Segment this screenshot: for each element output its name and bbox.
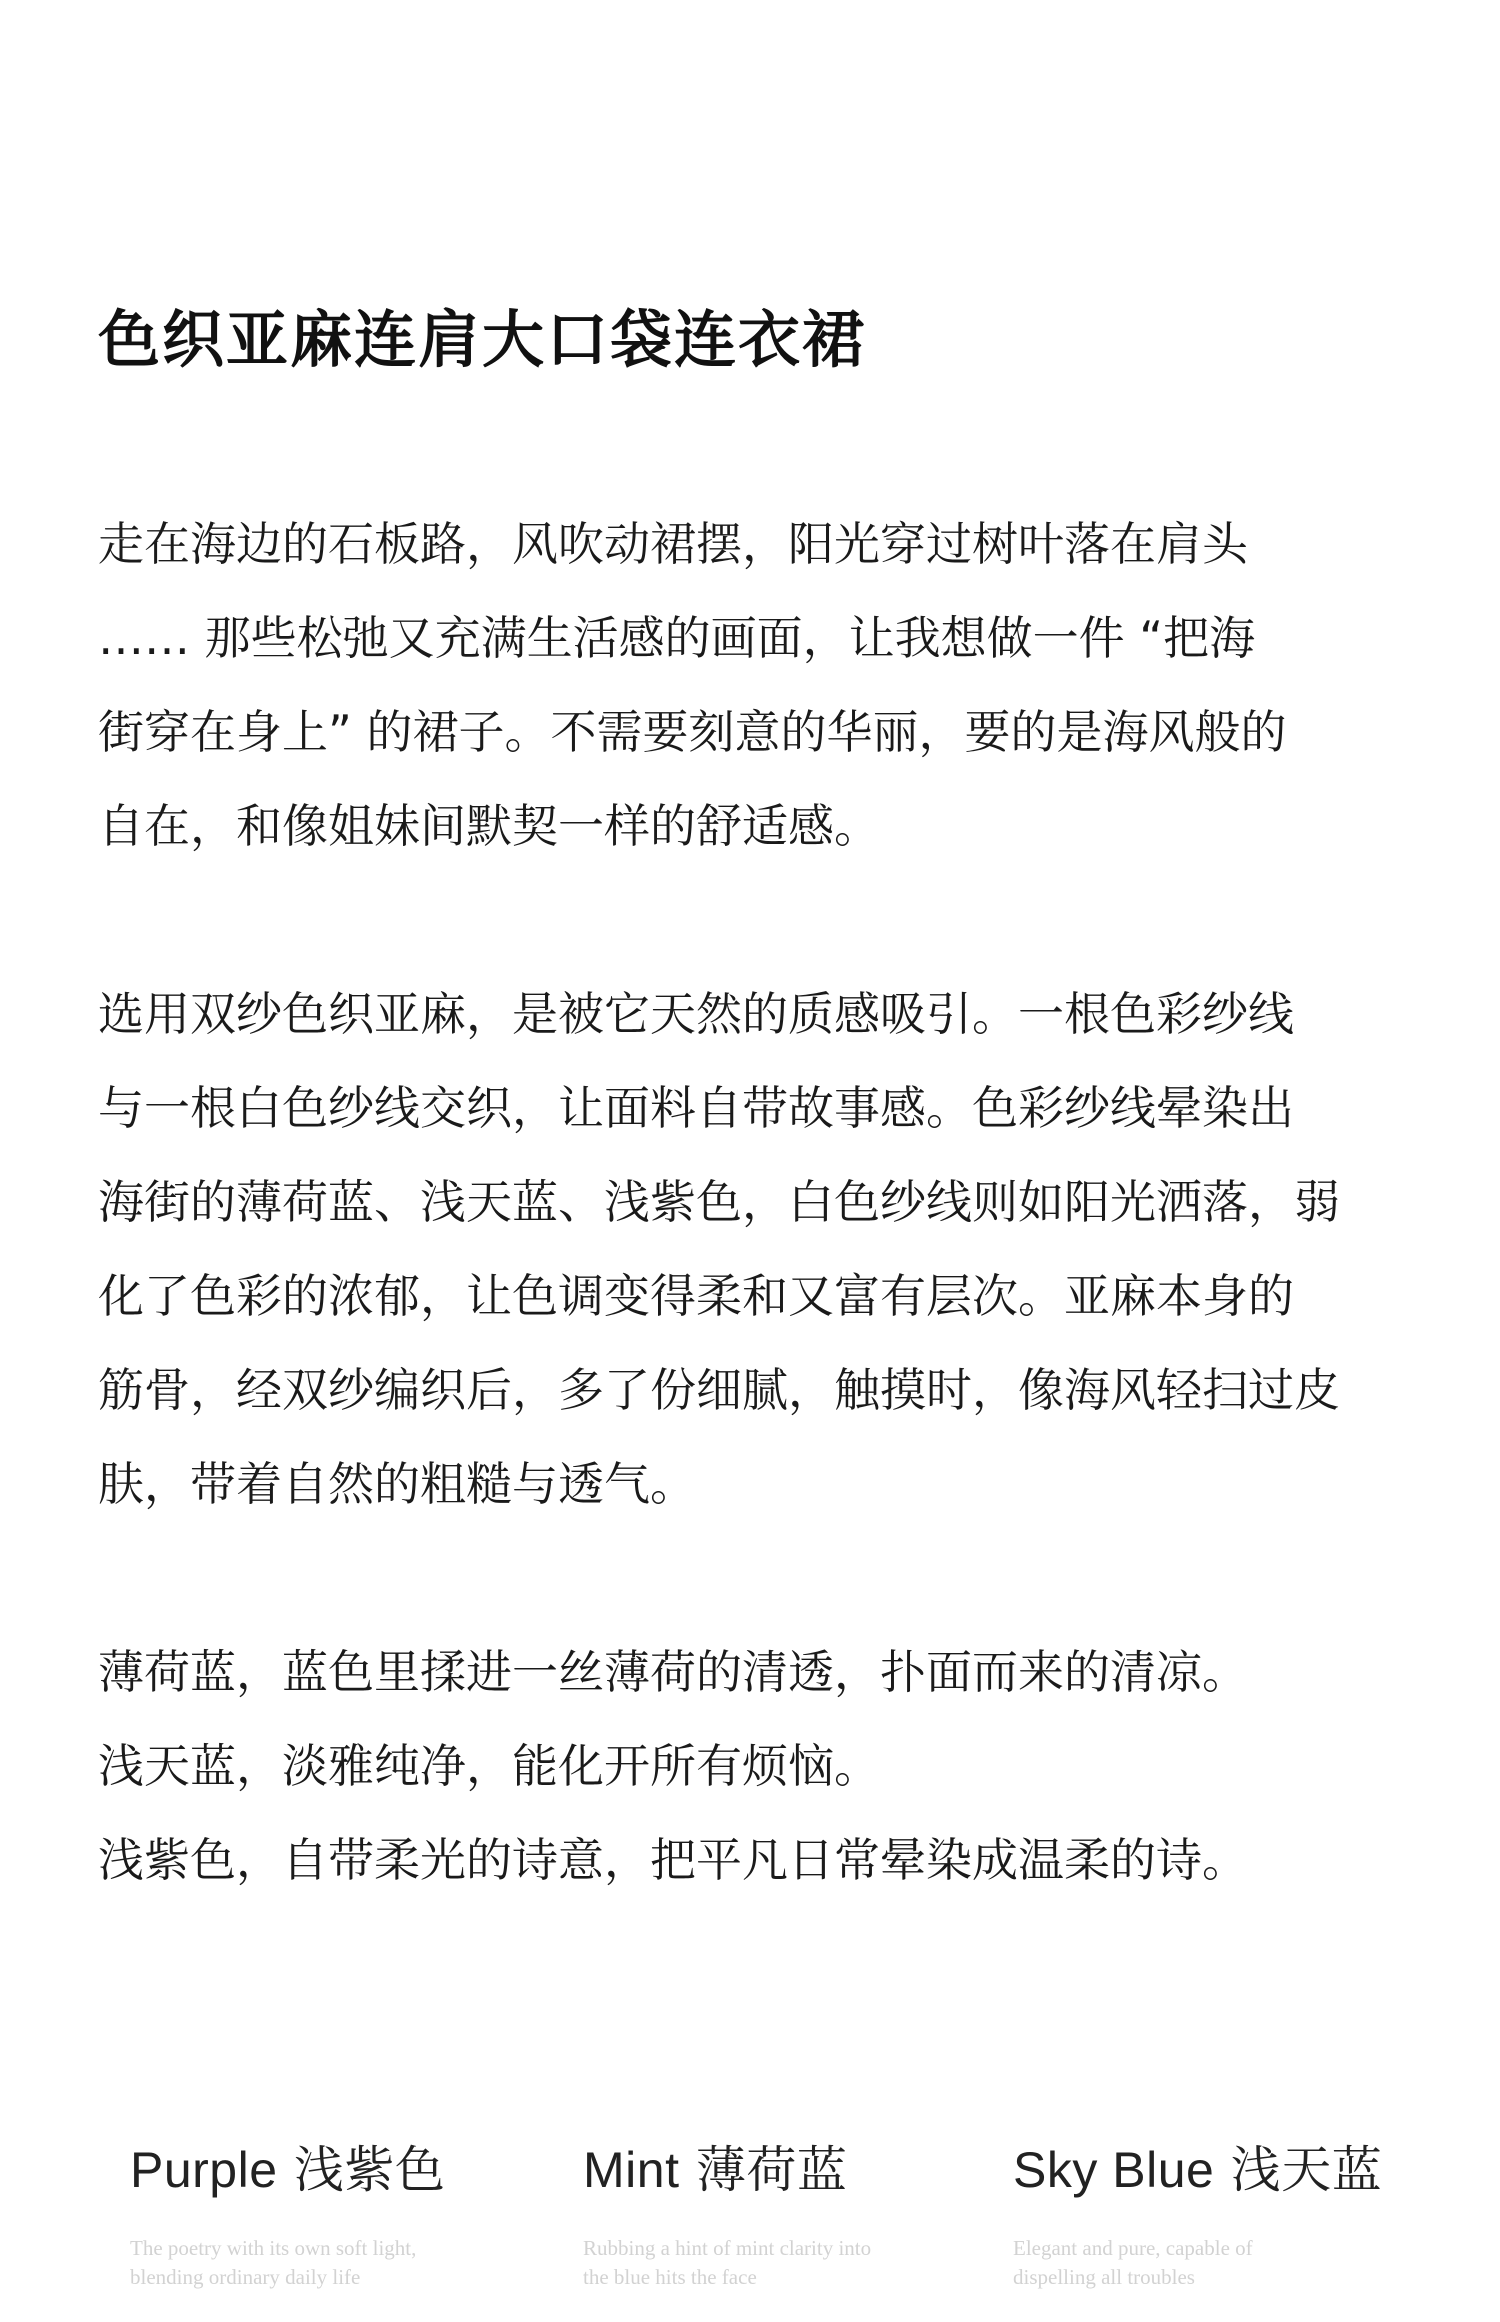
color-name [1013, 2140, 1413, 2200]
color-options [0, 2140, 1500, 2310]
text-line: 走在海边的石板路，风吹动裙摆，阳光穿过树叶落在肩头 [98, 517, 1248, 571]
text-line: 化了色彩的浓郁，让色调变得柔和又富有层次。亚麻本身的 [98, 1269, 1294, 1323]
text-line: 海街的薄荷蓝、浅天蓝、浅紫色，白色纱线则如阳光洒落，弱 [98, 1175, 1340, 1229]
color-description [1013, 2234, 1413, 2292]
text-line: 选用双纱色织亚麻，是被它天然的质感吸引。一根色彩纱线 [98, 987, 1294, 1041]
text-line: 肤，带着自然的粗糙与透气。 [98, 1457, 696, 1511]
text-line: 筋骨，经双纱编织后，多了份细腻，触摸时，像海风轻扫过皮 [98, 1363, 1340, 1417]
color-option-purple [130, 2140, 530, 2292]
desc-line: Rubbing a hint of mint clarity into [583, 2236, 872, 2260]
desc-line: blending ordinary daily life [130, 2265, 361, 2289]
desc-line: dispelling all troubles [1013, 2265, 1195, 2289]
text-line: …… 那些松弛又充满生活感的画面，让我想做一件 “把海 [98, 611, 1256, 665]
color-name-zh: 浅紫色 [293, 2141, 446, 2199]
text-line: 浅紫色，自带柔光的诗意，把平凡日常晕染成温柔的诗。 [98, 1833, 1248, 1887]
text-line: 薄荷蓝，蓝色里揉进一丝薄荷的清透，扑面而来的清凉。 [98, 1645, 1248, 1699]
color-option-mint [583, 2140, 983, 2292]
story-paragraph [98, 497, 1418, 873]
color-name-en: Purple [130, 2142, 278, 2198]
color-name-zh: 薄荷蓝 [695, 2141, 848, 2199]
desc-line: The poetry with its own soft light, [130, 2236, 417, 2260]
color-description [130, 2234, 530, 2292]
desc-line: Elegant and pure, capable of [1013, 2236, 1253, 2260]
color-paragraph [98, 1625, 1418, 1907]
desc-line: the blue hits the face [583, 2265, 757, 2289]
color-name-en: Mint [583, 2142, 680, 2198]
text-line: 街穿在身上” 的裙子。不需要刻意的华丽，要的是海风般的 [98, 705, 1287, 759]
color-option-sky-blue [1013, 2140, 1413, 2292]
color-name-zh: 浅天蓝 [1230, 2141, 1383, 2199]
color-description [583, 2234, 983, 2292]
text-line: 与一根白色纱线交织，让面料自带故事感。色彩纱线晕染出 [98, 1081, 1294, 1135]
color-name-en: Sky Blue [1013, 2142, 1215, 2198]
color-name [583, 2140, 983, 2200]
text-line: 自在，和像姐妹间默契一样的舒适感。 [98, 799, 880, 853]
fabric-paragraph [98, 967, 1418, 1531]
product-title: 色织亚麻连肩大口袋连衣裙 [98, 303, 867, 376]
text-line: 浅天蓝，淡雅纯净，能化开所有烦恼。 [98, 1739, 880, 1793]
color-name [130, 2140, 530, 2200]
